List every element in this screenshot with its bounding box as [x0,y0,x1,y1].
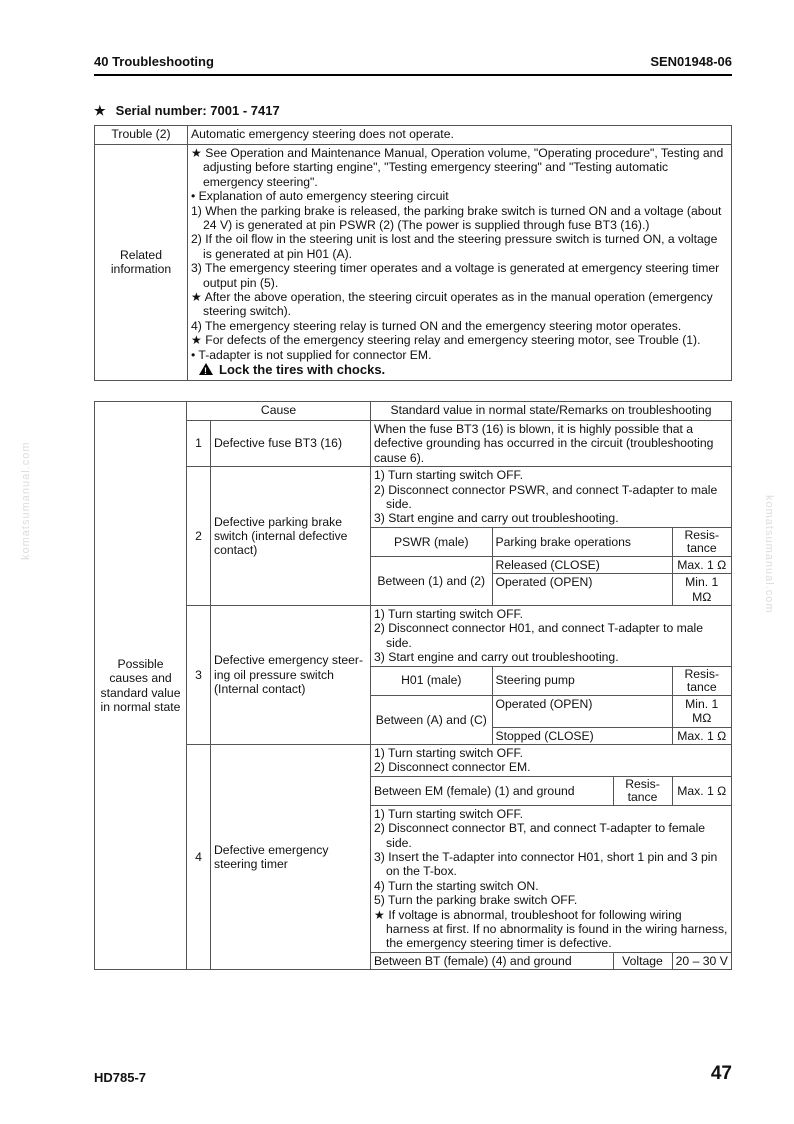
resistance-header: Resis-tance [672,527,731,556]
condition: Released (CLOSE) [492,556,672,573]
cause-text: Defective parking brake switch (internal defective contact) [211,467,371,606]
trouble-value: Automatic emergency steering does not operate. [188,126,732,145]
warning-icon [199,363,213,375]
cause-text: Defective emergency steer-ing oil pressure switch (Internal contact) [211,606,371,745]
condition-header: Steering pump [492,666,672,695]
related-line: 3) The emergency steering timer operates and a voltage is generated at emergency steering timer output pin (5). [191,261,720,290]
procedure-step: 2) Disconnect connector PSWR, and connect T-adapter to male side. [374,482,718,512]
standard-value: Max. 1 Ω [672,556,731,573]
related-line: 4) The emergency steering relay is turned ON and the emergency steering motor operates. [191,318,682,333]
standard-value: Max. 1 Ω [672,727,731,744]
cause-number: 3 [187,606,211,745]
star-icon: ★ [94,103,106,118]
related-line: • Explanation of auto emergency steering circuit [191,189,449,204]
watermark-left: komatsumanual.com [20,441,32,560]
related-info-content [188,145,732,381]
between-pins: Between (A) and (C) [371,695,492,744]
lock-warning-text: Lock the tires with chocks. [219,362,386,378]
standard-value: 20 – 30 V [672,952,731,969]
cause-procedure [371,744,732,969]
connector-header: H01 (male) [371,666,492,695]
resistance-header: Resis-tance [672,666,731,695]
procedure-step: ★ If voltage is abnormal, troubleshoot for following wiring harness at first. If no abnormality is found in the wiring harness, the emergency steering timer is defective. [374,907,728,951]
related-line: 1) When the parking brake is released, the parking brake switch is turned ON and a voltage (about 24 V) is generated at pin PSWR (2) (The power is supplied through fuse BT3 (16).) [191,203,722,233]
cause-procedure [371,467,732,606]
trouble-table [94,125,732,381]
page-header [94,54,732,76]
measurement-type: Resis-tance [613,776,672,805]
procedure-step: 1) Turn starting switch OFF. [374,745,524,760]
watermark-right: komatsumanual.com [763,495,775,614]
page-footer [94,1063,732,1085]
measurement-table [371,952,731,969]
related-line: ★ After the above operation, the steering circuit operates as in the manual operation (emergency steering switch). [191,290,713,319]
procedure-step: 1) Turn starting switch OFF. [374,468,524,483]
related-line: 2) If the oil flow in the steering unit is lost and the steering pressure switch is turned ON, a voltage is generated at pin H01 (A). [191,232,718,261]
cause-remark: When the fuse BT3 (16) is blown, it is highly possible that a defective grounding has occurred in the circuit (troubleshooting cause 6). [371,421,732,467]
condition-header: Parking brake operations [492,527,672,556]
page-number: 47 [710,1063,732,1084]
procedure-step: 3) Start engine and carry out troubleshooting. [374,650,619,665]
standard-value: Min. 1 MΩ [672,695,731,727]
measurement-type: Voltage [613,952,672,969]
condition: Operated (OPEN) [492,695,672,727]
causes-side-label: Possible causes and standard value in normal state [95,402,187,970]
related-line: ★ See Operation and Maintenance Manual, Operation volume, "Operating procedure", Testing and adjusting before starting engine", "Testing emergency steering" and "Testing automatic emergency steering". [191,146,724,189]
measurement-point: Between EM (female) (1) and ground [371,776,613,805]
procedure-step: 3) Insert the T-adapter into connector H01, short 1 pin and 3 pin on the T-box. [374,849,718,879]
measurement-point: Between BT (female) (4) and ground [371,952,613,969]
serial-number-heading [94,103,280,119]
standard-value: Max. 1 Ω [672,776,731,805]
document-code: SEN01948-06 [650,54,732,69]
section-title: 40 Troubleshooting [94,54,214,69]
measurement-table [371,666,731,744]
procedure-step: 1) Turn starting switch OFF. [374,607,524,622]
procedure-step: 1) Turn starting switch OFF. [374,806,524,821]
standard-value: Min. 1 MΩ [672,574,731,605]
lock-warning [191,363,728,377]
procedure-step: 5) Turn the parking brake switch OFF. [374,893,578,908]
procedure-step: 2) Disconnect connector H01, and connect T-adapter to male side. [374,621,704,650]
cause-number: 1 [187,421,211,467]
procedure-step: 3) Start engine and carry out troubleshooting. [374,511,619,526]
between-pins: Between (1) and (2) [371,556,492,605]
condition: Stopped (CLOSE) [492,727,672,744]
related-line: • T-adapter is not supplied for connector EM. [191,347,432,362]
cause-number: 2 [187,467,211,606]
column-standard: Standard value in normal state/Remarks on troubleshooting [371,402,732,421]
procedure-step: 4) Turn the starting switch ON. [374,878,539,893]
cause-text: Defective fuse BT3 (16) [211,421,371,467]
serial-text: Serial number: 7001 - 7417 [115,103,280,118]
cause-number: 4 [187,744,211,969]
related-info-label: Related information [95,145,188,381]
procedure-step: 2) Disconnect connector EM. [374,760,531,775]
measurement-table [371,527,731,605]
procedure-step: 2) Disconnect connector BT, and connect T-adapter to female side. [374,821,706,850]
measurement-table [371,776,731,805]
trouble-label: Trouble (2) [95,126,188,145]
condition: Operated (OPEN) [492,574,672,605]
model-name: HD785-7 [94,1070,147,1085]
column-cause: Cause [187,402,371,421]
causes-table [94,401,732,970]
connector-header: PSWR (male) [371,527,492,556]
related-line: ★ For defects of the emergency steering relay and emergency steering motor, see Trouble (1). [191,333,701,348]
cause-procedure [371,606,732,745]
cause-text: Defective emergency steering timer [211,744,371,969]
